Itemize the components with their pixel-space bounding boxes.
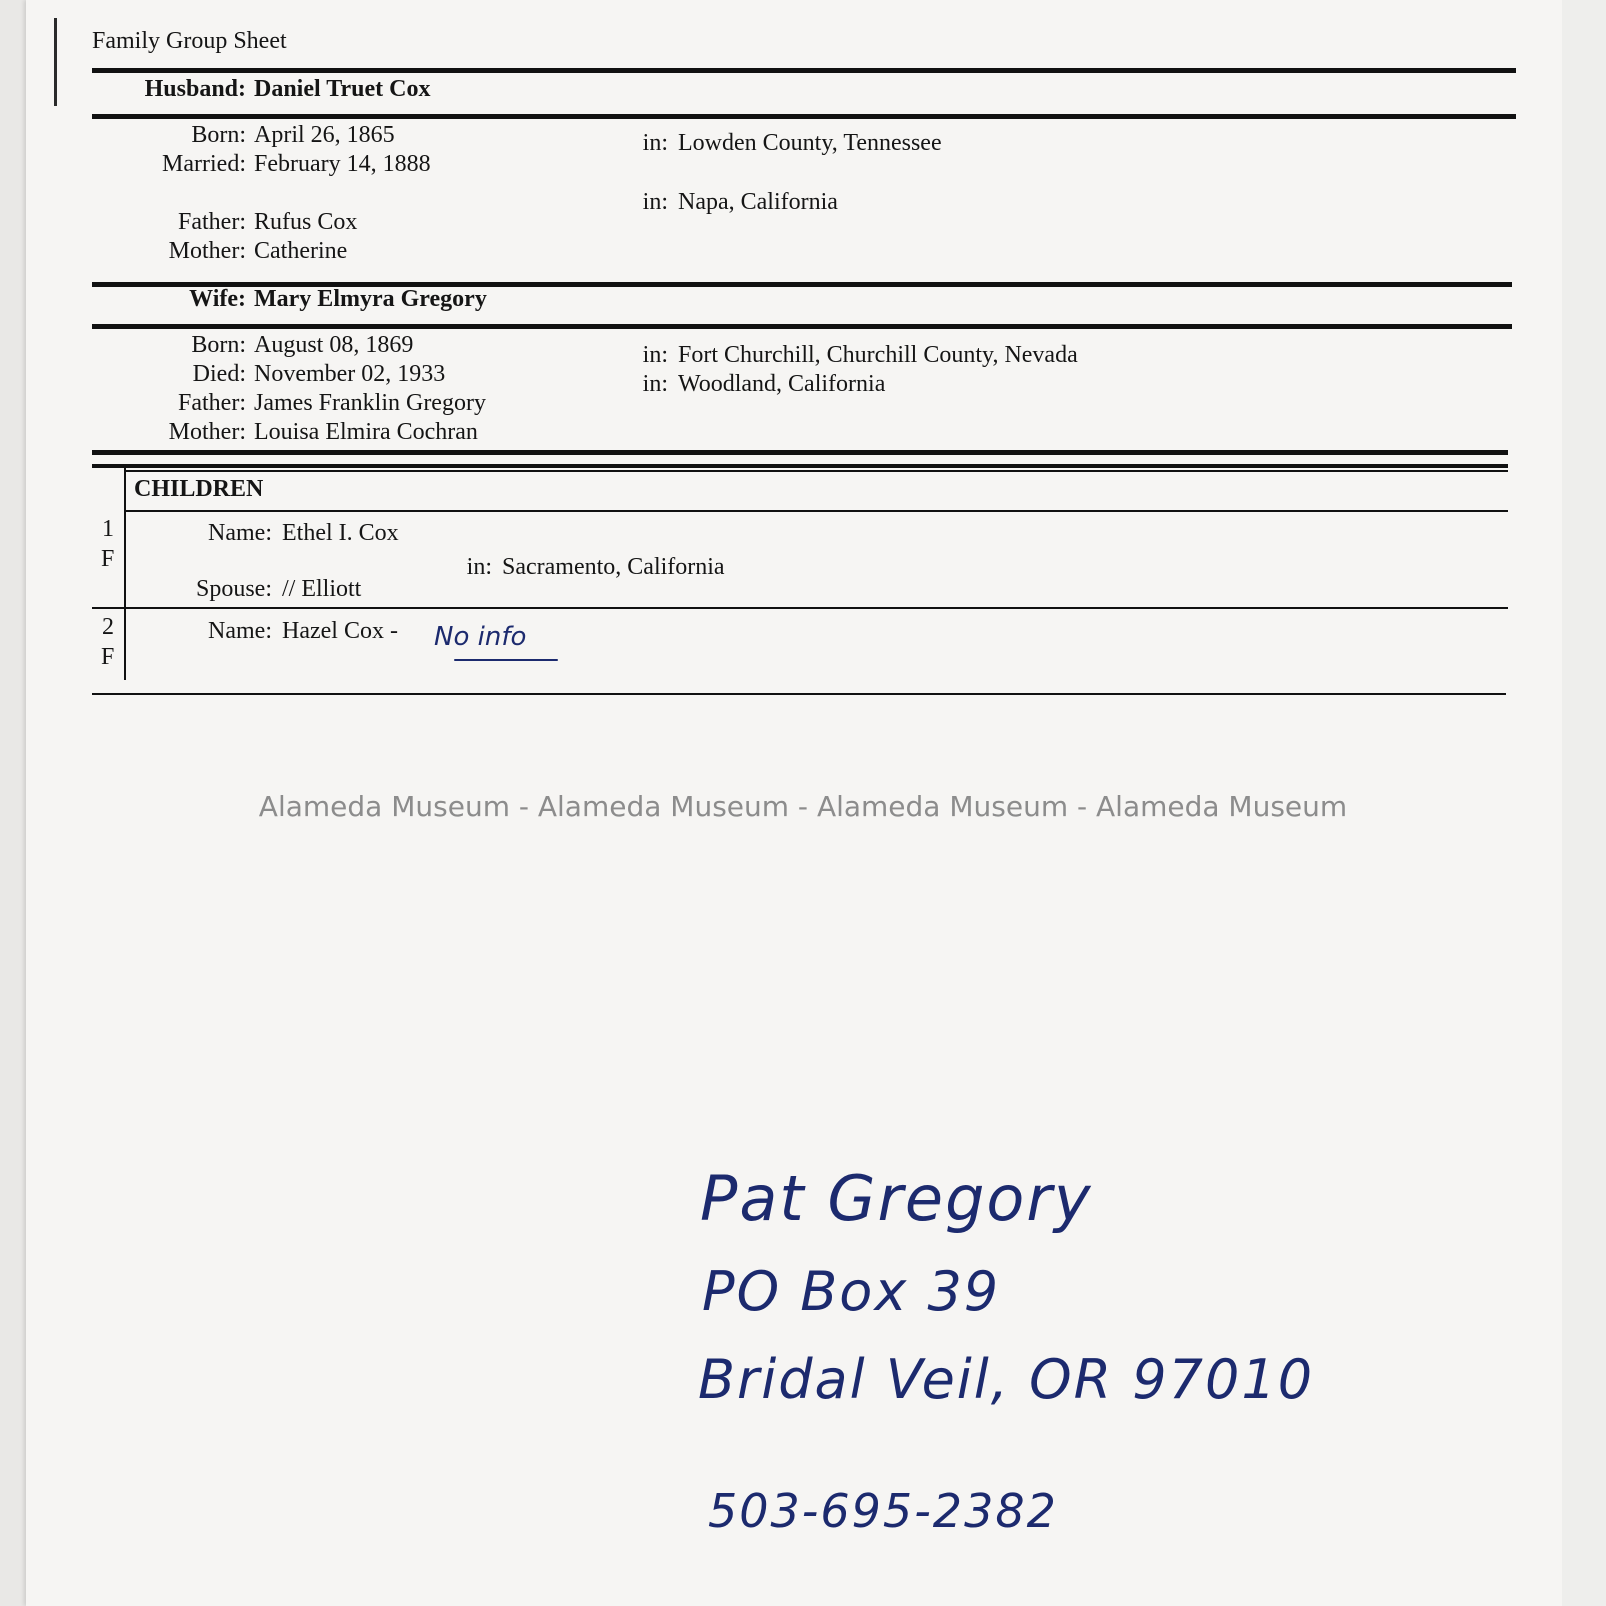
husband-father: Rufus Cox [254,209,358,235]
children-column-divider [124,468,126,680]
rule-children-bottom [92,693,1506,695]
wife-father-label: Father: [178,390,246,416]
watermark: Alameda Museum - Alameda Museum - Alameda Museum - Alameda Museum [258,790,1348,823]
child-2-number: 2 [102,614,114,640]
husband-born: April 26, 1865 [254,122,395,148]
rule-children-header-bottom [126,510,1508,512]
child-1-number: 1 [102,516,114,542]
handwritten-address-line1: PO Box 39 [702,1260,1001,1323]
rule-husband-top [92,68,1516,73]
wife-mother-label: Mother: [168,419,246,445]
wife-born-label: Born: [191,332,246,358]
rule-husband-bottom [92,114,1516,119]
child-1-in: Sacramento, California [502,554,725,580]
husband-born-in: Lowden County, Tennessee [678,130,942,156]
child-2-name-label: Name: [208,618,272,644]
wife-father: James Franklin Gregory [254,390,486,416]
note-underline [454,659,558,661]
handwritten-phone: 503-695-2382 [708,1484,1058,1538]
binding-mark [54,18,57,106]
husband-married-label: Married: [162,151,246,177]
rule-children-top [92,450,1508,455]
child-1-spouse: // Elliott [282,576,362,602]
child-1-spouse-label: Spouse: [195,576,272,602]
husband-name: Daniel Truet Cox [254,76,431,102]
husband-father-label: Father: [178,209,246,235]
child-2-name: Hazel Cox - [282,618,398,644]
handwritten-address-line2: Bridal Veil, OR 97010 [698,1348,1315,1411]
husband-married-in: Napa, California [678,189,838,215]
wife-died-in-label: in: [642,371,668,397]
husband-mother: Catherine [254,238,348,264]
child-1-name-label: Name: [208,520,272,546]
husband-married-in-label: in: [642,189,668,215]
husband-born-label: Born: [191,122,246,148]
rule-children-double [92,464,1508,468]
wife-name: Mary Elmyra Gregory [254,286,487,312]
rule-children-header-top [126,470,1508,472]
husband-label: Husband: [144,76,246,102]
rule-child-divider [92,607,1508,609]
rule-wife-bottom [92,324,1512,329]
child-1-sex: F [101,546,115,572]
sheet-title: Family Group Sheet [92,28,287,54]
wife-born: August 08, 1869 [254,332,414,358]
handwritten-name: Pat Gregory [700,1162,1093,1235]
child-1-in-label: in: [466,554,492,580]
husband-mother-label: Mother: [168,238,246,264]
child-2-handwritten-note: No info [434,622,527,652]
child-2-sex: F [101,644,115,670]
wife-label: Wife: [189,286,246,312]
children-header: CHILDREN [134,476,264,502]
wife-died-label: Died: [192,361,246,387]
husband-married: February 14, 1888 [254,151,431,177]
child-1-name: Ethel I. Cox [282,520,399,546]
wife-died-in: Woodland, California [678,371,886,397]
wife-born-in: Fort Churchill, Churchill County, Nevada [678,342,1078,368]
wife-born-in-label: in: [642,342,668,368]
husband-born-in-label: in: [642,130,668,156]
wife-mother: Louisa Elmira Cochran [254,419,478,445]
wife-died: November 02, 1933 [254,361,446,387]
